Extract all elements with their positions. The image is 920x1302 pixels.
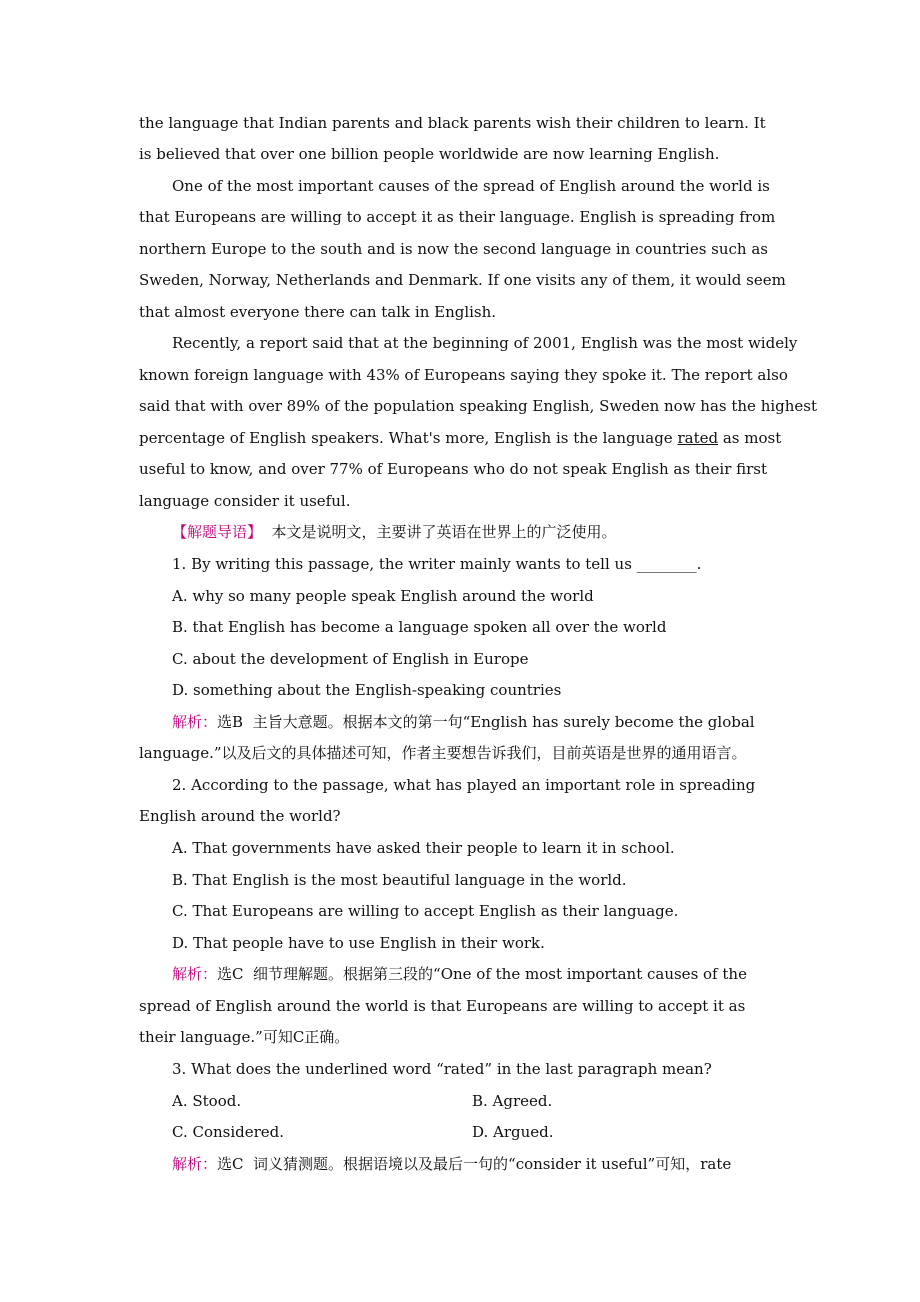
guide-text: 本文是说明文，主要讲了英语在世界上的广泛使用。 bbox=[262, 523, 617, 541]
underlined-word: rated bbox=[677, 429, 719, 447]
question-stem: 3. What does the underlined word “rated” in the last paragraph mean? bbox=[172, 1060, 712, 1078]
passage-line bbox=[139, 428, 781, 448]
explanation-text: 选C 细节理解题。根据第三段的“One of the most important causes of the bbox=[217, 965, 747, 983]
option-a: A. why so many people speak English around the world bbox=[172, 587, 594, 605]
explanation-line: language.”以及后文的具体描述可知，作者主要想告诉我们，目前英语是世界的通用语言。 bbox=[139, 744, 747, 762]
option-d: D. something about the English-speaking countries bbox=[172, 681, 562, 699]
explanation-label: 解析： bbox=[172, 965, 218, 983]
explanation-line: their language.”可知C正确。 bbox=[139, 1028, 350, 1046]
passage-text: percentage of English speakers. What's more, English is the language bbox=[139, 429, 678, 447]
passage-line: said that with over 89% of the population speaking English, Sweden now has the highest bbox=[139, 397, 818, 415]
option-c: C. about the development of English in Europe bbox=[172, 650, 529, 668]
explanation-text: 选B 主旨大意题。根据本文的第一句“English has surely become the global bbox=[217, 713, 755, 731]
option-d: D. That people have to use English in their work. bbox=[172, 934, 545, 952]
explanation-line: spread of English around the world is that Europeans are willing to accept it as bbox=[139, 997, 746, 1015]
passage-line: that almost everyone there can talk in English. bbox=[139, 303, 497, 321]
passage-line: the language that Indian parents and black parents wish their children to learn. It bbox=[139, 114, 766, 132]
question-stem: English around the world? bbox=[139, 807, 341, 825]
explanation-line bbox=[172, 964, 747, 984]
explanation-line bbox=[172, 712, 755, 732]
guide-tag: 【解题导语】 bbox=[172, 523, 263, 541]
guide-line bbox=[172, 522, 617, 542]
question-stem: 2. According to the passage, what has played an important role in spreading bbox=[172, 776, 756, 794]
passage-line: useful to know, and over 77% of Europeans who do not speak English as their first bbox=[139, 460, 768, 478]
option-b: B. Agreed. bbox=[472, 1092, 553, 1110]
option-a: A. Stood. bbox=[172, 1092, 242, 1110]
option-c: C. Considered. bbox=[172, 1123, 285, 1141]
passage-line: language consider it useful. bbox=[139, 492, 351, 510]
explanation-label: 解析： bbox=[172, 1155, 218, 1173]
passage-line: northern Europe to the south and is now the second language in countries such as bbox=[139, 240, 768, 258]
passage-line: Recently, a report said that at the beginning of 2001, English was the most widely bbox=[172, 334, 798, 352]
option-d: D. Argued. bbox=[472, 1123, 554, 1141]
passage-line: known foreign language with 43% of Europeans saying they spoke it. The report also bbox=[139, 366, 788, 384]
option-b: B. that English has become a language spoken all over the world bbox=[172, 618, 667, 636]
option-b: B. That English is the most beautiful language in the world. bbox=[172, 871, 627, 889]
question-stem: 1. By writing this passage, the writer mainly wants to tell us ________. bbox=[172, 555, 702, 573]
passage-line: that Europeans are willing to accept it as their language. English is spreading from bbox=[139, 208, 776, 226]
passage-line: Sweden, Norway, Netherlands and Denmark. If one visits any of them, it would seem bbox=[139, 271, 786, 289]
passage-line: One of the most important causes of the spread of English around the world is bbox=[172, 177, 770, 195]
explanation-line bbox=[172, 1154, 731, 1174]
passage-line: is believed that over one billion people worldwide are now learning English. bbox=[139, 145, 720, 163]
passage-text: as most bbox=[718, 429, 782, 447]
option-a: A. That governments have asked their people to learn it in school. bbox=[172, 839, 675, 857]
explanation-label: 解析： bbox=[172, 713, 218, 731]
option-c: C. That Europeans are willing to accept English as their language. bbox=[172, 902, 679, 920]
explanation-text: 选C 词义猜测题。根据语境以及最后一句的“consider it useful”可知，rate bbox=[217, 1155, 732, 1173]
